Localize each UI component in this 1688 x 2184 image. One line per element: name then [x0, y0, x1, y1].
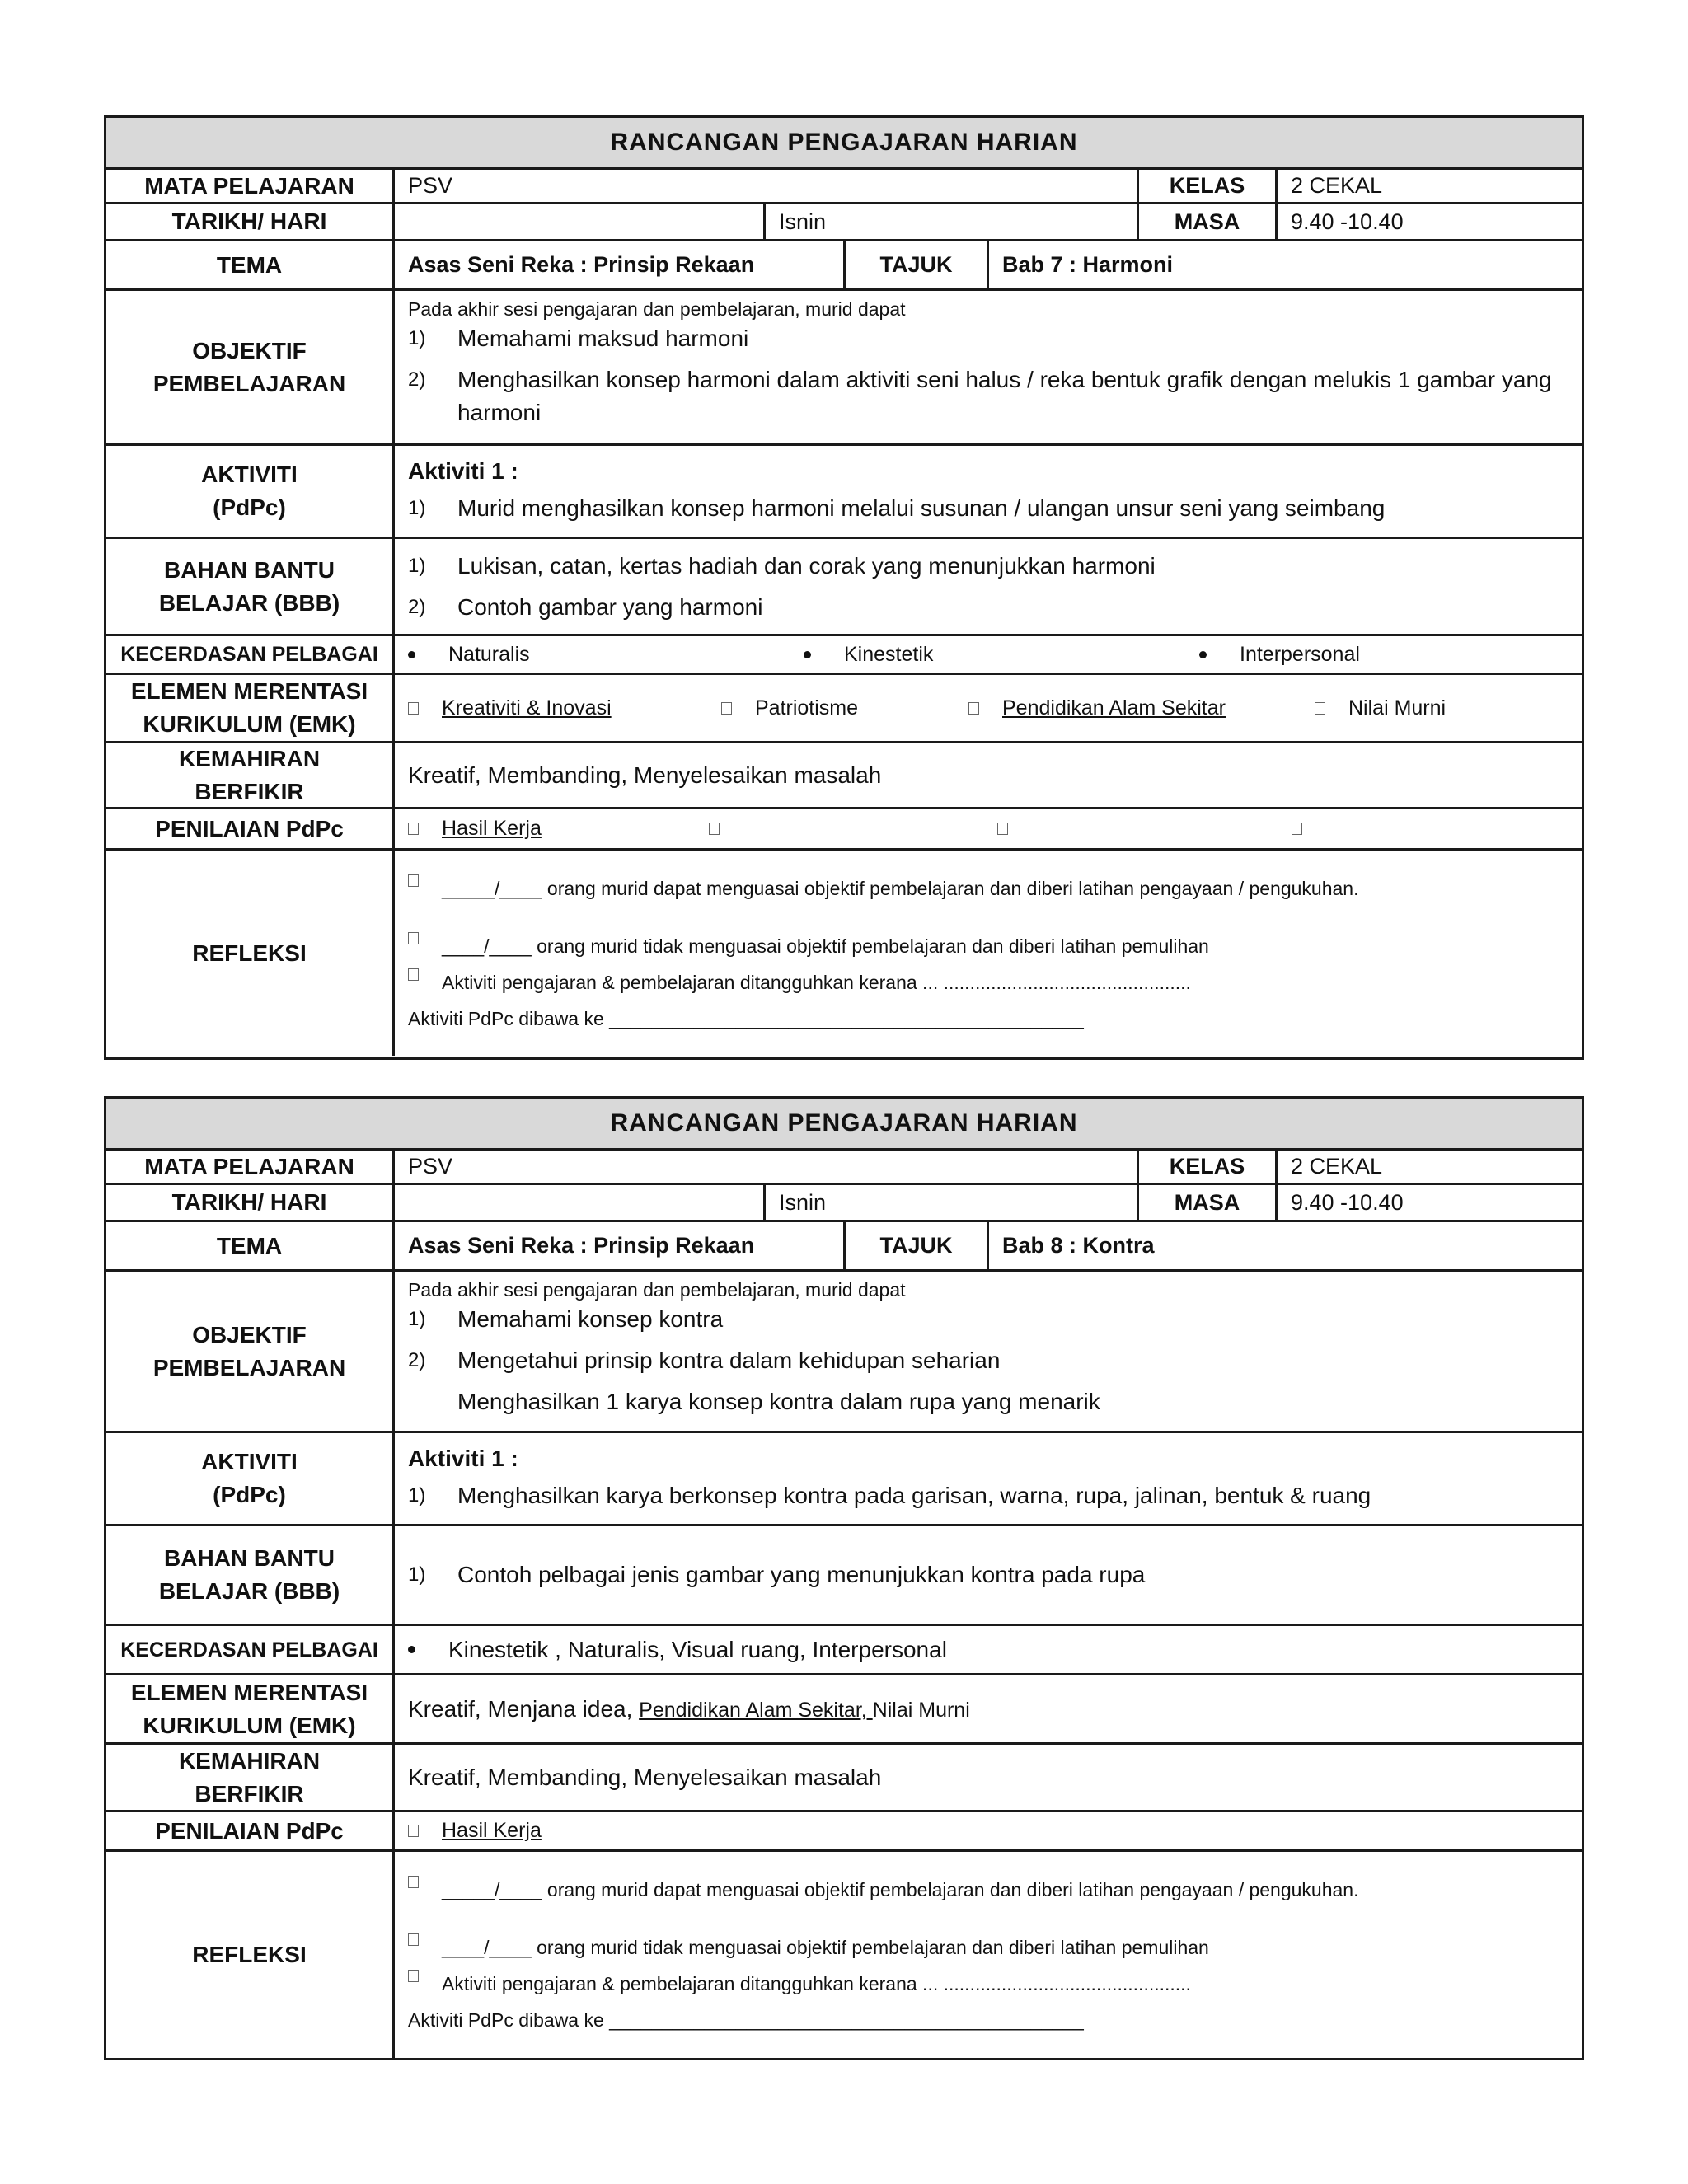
label-refleksi: REFLEKSI: [106, 1852, 395, 2058]
row-tema: [106, 241, 1582, 291]
refleksi-line: _____/____ orang murid dapat menguasai objektif pembelajaran dan diberi latihan pengayaan / pengukuhan.: [408, 874, 1568, 902]
checkbox-icon: [408, 1933, 419, 1946]
aktiviti-heading: Aktiviti 1 :: [408, 458, 518, 484]
label-kemahiran: KEMAHIRAN BERFIKIR: [106, 1745, 395, 1810]
kecerdasan-item: Naturalis: [408, 643, 804, 667]
value-emk: [395, 675, 1582, 741]
value-kelas: 2 CEKAL: [1275, 1151, 1582, 1183]
checkbox-icon: [408, 702, 419, 715]
value-tarikh: [395, 1185, 763, 1220]
aktiviti-item: 1) Menghasilkan karya berkonsep kontra pada garisan, warna, rupa, jalinan, bentuk & ruang: [408, 1483, 1372, 1508]
plan-title: RANCANGAN PENGAJARAN HARIAN: [106, 1099, 1582, 1151]
value-tema: Asas Seni Reka : Prinsip Rekaan: [408, 252, 755, 277]
label-kecerdasan: KECERDASAN PELBAGAI: [106, 636, 395, 673]
row-emk: [106, 675, 1582, 743]
plan-title: RANCANGAN PENGAJARAN HARIAN: [106, 118, 1582, 170]
value-refleksi: [395, 1852, 1582, 2058]
label-penilaian: PENILAIAN PdPc: [106, 809, 395, 848]
checkbox-icon: [968, 702, 979, 715]
label-refleksi: REFLEKSI: [106, 851, 395, 1056]
objektif-item: 2) Mengetahui prinsip kontra dalam kehidupan seharian: [408, 1347, 1001, 1373]
value-tarikh: [395, 204, 763, 239]
row-kemahiran: [106, 1745, 1582, 1812]
row-tema: [106, 1222, 1582, 1272]
label-objektif: OBJEKTIF PEMBELAJARAN: [106, 1272, 395, 1431]
value-aktiviti: [395, 446, 1582, 537]
emk-checkbox[interactable]: Kreativiti & Inovasi: [408, 696, 721, 720]
checkbox-icon: [721, 702, 732, 715]
refleksi-line: ____/____ orang murid tidak menguasai objektif pembelajaran dan diberi latihan pemulihan: [408, 932, 1568, 960]
checkbox-icon: [408, 1825, 419, 1837]
penilaian-checkbox[interactable]: [709, 823, 997, 835]
aktiviti-heading: Aktiviti 1 :: [408, 1446, 518, 1471]
row-emk: [106, 1675, 1582, 1745]
label-tajuk: TAJUK: [843, 1222, 987, 1269]
value-mata-pelajaran: PSV: [408, 1154, 453, 1179]
checkbox-icon: [408, 968, 419, 981]
bahan-item: 2) Contoh gambar yang harmoni: [408, 593, 763, 620]
emk-checkbox[interactable]: Patriotisme: [721, 696, 968, 720]
label-kecerdasan: KECERDASAN PELBAGAI: [106, 1626, 395, 1673]
label-tema: TEMA: [106, 1222, 395, 1269]
label-kelas: KELAS: [1137, 170, 1275, 202]
value-masa: 9.40 -10.40: [1275, 1185, 1582, 1220]
objektif-intro: Pada akhir sesi pengajaran dan pembelajaran, murid dapat: [408, 298, 906, 320]
row-objektif: [106, 291, 1582, 446]
refleksi-line: Aktiviti pengajaran & pembelajaran ditangguhkan kerana ... ...............................................: [408, 1970, 1568, 1998]
row-bahan-bantu: [106, 1526, 1582, 1626]
row-bahan-bantu: [106, 539, 1582, 636]
row-tarikh-hari: [106, 1185, 1582, 1222]
bullet-icon: [1199, 651, 1207, 658]
bahan-item: 1) Contoh pelbagai jenis gambar yang menunjukkan kontra pada rupa: [408, 1562, 1146, 1587]
lesson-plan-2: [104, 1096, 1584, 2060]
refleksi-line: Aktiviti pengajaran & pembelajaran ditangguhkan kerana ... ...............................................: [408, 968, 1568, 996]
checkbox-icon: [408, 874, 419, 887]
label-objektif: OBJEKTIF PEMBELAJARAN: [106, 291, 395, 443]
row-aktiviti: [106, 1433, 1582, 1526]
label-bahan-bantu: BAHAN BANTU BELAJAR (BBB): [106, 539, 395, 634]
value-hari: Isnin: [763, 1185, 1137, 1220]
value-emk: [395, 1675, 1582, 1742]
value-kelas: 2 CEKAL: [1275, 170, 1582, 202]
label-tarikh-hari: TARIKH/ HARI: [106, 1185, 395, 1220]
value-tajuk: Bab 7 : Harmoni: [987, 241, 1582, 288]
row-kecerdasan: [106, 636, 1582, 675]
label-bahan-bantu: BAHAN BANTU BELAJAR (BBB): [106, 1526, 395, 1624]
value-penilaian: [395, 809, 1582, 848]
row-penilaian: [106, 1812, 1582, 1852]
row-aktiviti: [106, 446, 1582, 539]
label-tema: TEMA: [106, 241, 395, 288]
checkbox-icon: [408, 932, 419, 944]
value-aktiviti: [395, 1433, 1582, 1524]
aktiviti-item: 1) Murid menghasilkan konsep harmoni melalui susunan / ulangan unsur seni yang seimbang: [408, 495, 1386, 521]
kecerdasan-item: Kinestetik , Naturalis, Visual ruang, Interpersonal: [408, 1637, 947, 1663]
checkbox-icon: [1315, 702, 1325, 715]
penilaian-checkbox[interactable]: [997, 823, 1292, 835]
objektif-item: 2) Menghasilkan konsep harmoni dalam aktiviti seni halus / reka bentuk grafik dengan melukis 1 gambar yang harmoni: [408, 367, 1552, 425]
value-kecerdasan: [395, 636, 1582, 673]
refleksi-line: _____/____ orang murid dapat menguasai objektif pembelajaran dan diberi latihan pengayaan / pengukuhan.: [408, 1876, 1568, 1904]
kecerdasan-item: Kinestetik: [804, 643, 1199, 667]
row-tarikh-hari: [106, 204, 1582, 241]
kecerdasan-item: Interpersonal: [1199, 643, 1360, 667]
value-bahan-bantu: [395, 1526, 1582, 1624]
row-refleksi: [106, 1852, 1582, 2058]
label-tajuk: TAJUK: [843, 241, 987, 288]
emk-text: Kreatif, Menjana idea,: [408, 1695, 640, 1722]
bullet-icon: [408, 651, 415, 658]
penilaian-checkbox[interactable]: Hasil Kerja: [408, 817, 709, 841]
refleksi-line: ____/____ orang murid tidak menguasai objektif pembelajaran dan diberi latihan pemulihan: [408, 1933, 1568, 1961]
row-mata-pelajaran: [106, 1151, 1582, 1185]
checkbox-icon: [408, 1876, 419, 1888]
penilaian-checkbox[interactable]: Hasil Kerja: [408, 1819, 542, 1843]
label-aktiviti: AKTIVITI (PdPc): [106, 446, 395, 537]
emk-checkbox[interactable]: Pendidikan Alam Sekitar: [968, 696, 1315, 720]
objektif-intro: Pada akhir sesi pengajaran dan pembelajaran, murid dapat: [408, 1279, 906, 1301]
objektif-item: 1) Memahami maksud harmoni: [408, 326, 749, 351]
row-refleksi: [106, 851, 1582, 1056]
objektif-item: 1) Memahami konsep kontra: [408, 1306, 724, 1332]
bahan-item: 1) Lukisan, catan, kertas hadiah dan corak yang menunjukkan harmoni: [408, 552, 1156, 579]
penilaian-checkbox[interactable]: [1292, 823, 1325, 835]
row-mata-pelajaran: [106, 170, 1582, 204]
checkbox-icon: [997, 823, 1008, 835]
checkbox-icon: [1292, 823, 1302, 835]
row-kemahiran: [106, 743, 1582, 809]
objektif-item: Menghasilkan 1 karya konsep kontra dalam rupa yang menarik: [457, 1389, 1100, 1414]
checkbox-icon: [709, 823, 720, 835]
value-tema: Asas Seni Reka : Prinsip Rekaan: [408, 1233, 755, 1258]
value-refleksi: [395, 851, 1582, 1056]
bullet-icon: [804, 651, 811, 658]
value-kemahiran: Kreatif, Membanding, Menyelesaikan masalah: [408, 1764, 882, 1790]
label-masa: MASA: [1137, 1185, 1275, 1220]
value-tajuk: Bab 8 : Kontra: [987, 1222, 1582, 1269]
value-kemahiran: Kreatif, Membanding, Menyelesaikan masalah: [408, 762, 882, 788]
label-tarikh-hari: TARIKH/ HARI: [106, 204, 395, 239]
refleksi-line: Aktiviti PdPc dibawa ke _____________________________________________: [408, 2009, 1084, 2031]
value-kecerdasan: [395, 1626, 1582, 1673]
row-kecerdasan: [106, 1626, 1582, 1675]
label-penilaian: PENILAIAN PdPc: [106, 1812, 395, 1849]
emk-checkbox[interactable]: Nilai Murni: [1315, 696, 1446, 720]
value-objektif: [395, 1272, 1582, 1431]
lesson-plan-1: [104, 115, 1584, 1060]
value-penilaian: [395, 1812, 1582, 1849]
label-mata-pelajaran: MATA PELAJARAN: [106, 1151, 395, 1183]
label-mata-pelajaran: MATA PELAJARAN: [106, 170, 395, 202]
emk-text: Nilai Murni: [872, 1698, 970, 1722]
emk-link[interactable]: Pendidikan Alam Sekitar,: [639, 1698, 873, 1722]
row-objektif: [106, 1272, 1582, 1433]
label-emk: ELEMEN MERENTASI KURIKULUM (EMK): [106, 1675, 395, 1742]
value-bahan-bantu: [395, 539, 1582, 634]
row-penilaian: [106, 809, 1582, 851]
value-mata-pelajaran: PSV: [408, 173, 453, 198]
refleksi-line: Aktiviti PdPc dibawa ke _____________________________________________: [408, 1007, 1084, 1029]
value-masa: 9.40 -10.40: [1275, 204, 1582, 239]
label-kelas: KELAS: [1137, 1151, 1275, 1183]
checkbox-icon: [408, 1970, 419, 1982]
label-masa: MASA: [1137, 204, 1275, 239]
label-emk: ELEMEN MERENTASI KURIKULUM (EMK): [106, 675, 395, 741]
label-kemahiran: KEMAHIRAN BERFIKIR: [106, 743, 395, 807]
bullet-icon: [408, 1646, 415, 1653]
value-objektif: [395, 291, 1582, 443]
value-hari: Isnin: [763, 204, 1137, 239]
label-aktiviti: AKTIVITI (PdPc): [106, 1433, 395, 1524]
checkbox-icon: [408, 823, 419, 835]
